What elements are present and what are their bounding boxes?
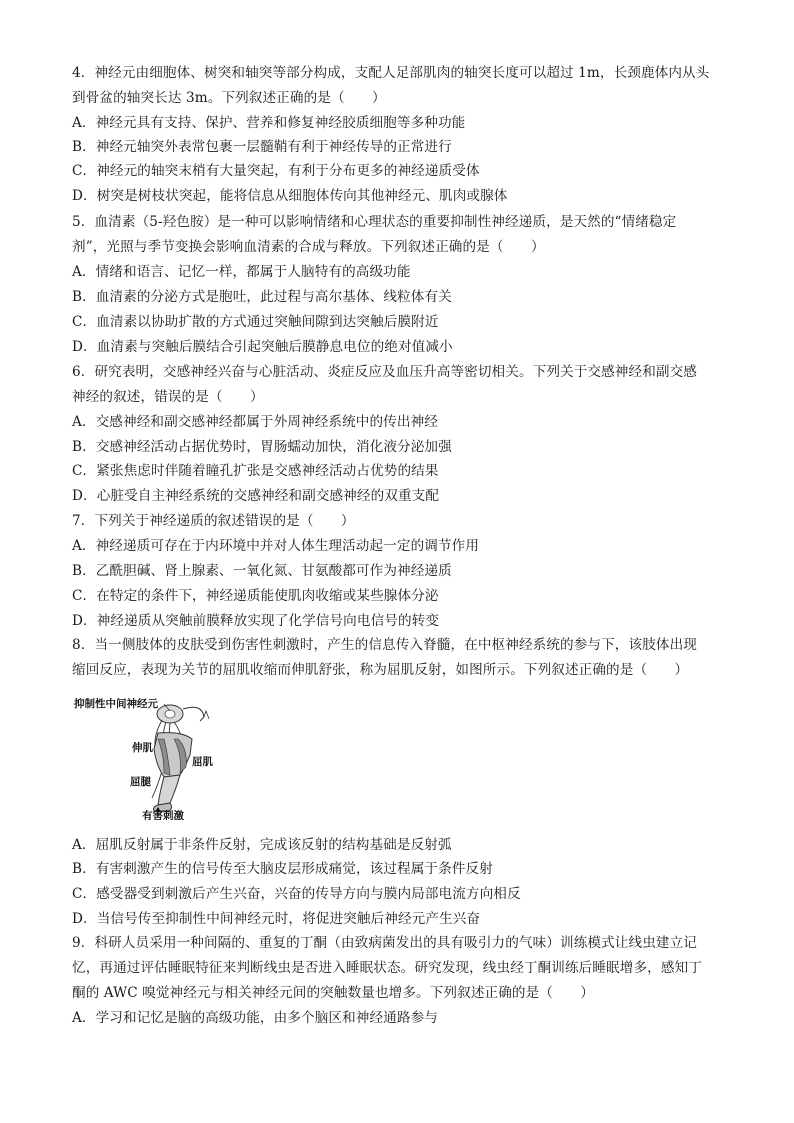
figure-label-flexor: 屈肌 — [192, 756, 213, 768]
question-7-option-b: B．乙酰胆碱、肾上腺素、一氧化氮、甘氨酸都可作为神经递质 — [72, 563, 452, 579]
question-7-stem-line-1: 7．下列关于神经递质的叙述错误的是（ ） — [72, 513, 355, 529]
figure-label-extensor: 伸肌 — [132, 742, 153, 754]
question-8-option-c: C．感受器受到刺激后产生兴奋，兴奋的传导方向与膜内局部电流方向相反 — [72, 886, 521, 902]
question-4-option-d: D．树突是树枝状突起，能将信息从细胞体传向其他神经元、肌肉或腺体 — [72, 188, 508, 204]
leg-illustration — [154, 733, 193, 811]
question-4-option-a: A．神经元具有支持、保护、营养和修复神经胶质细胞等多种功能 — [72, 115, 466, 131]
question-8-option-b: B．有害刺激产生的信号传至大脑皮层形成痛觉，该过程属于条件反射 — [72, 861, 493, 877]
question-5-option-c: C．血清素以协助扩散的方式通过突触间隙到达突触后膜附近 — [72, 314, 439, 330]
question-7-option-c: C．在特定的条件下，神经递质能使肌肉收缩或某些腺体分泌 — [72, 588, 439, 604]
question-6-option-c: C．紧张焦虑时伴随着瞳孔扩张是交感神经活动占优势的结果 — [72, 463, 439, 479]
question-6-option-d: D．心脏受自主神经系统的交感神经和副交感神经的双重支配 — [72, 488, 440, 504]
question-7-option-a: A．神经递质可存在于内环境中并对人体生理活动起一定的调节作用 — [72, 538, 480, 554]
spinal-cord-section — [157, 705, 209, 723]
question-4-stem-line-1: 4．神经元由细胞体、树突和轴突等部分构成，支配人足部肌肉的轴突长度可以超过 1m，长颈鹿体内从头 — [72, 65, 710, 81]
question-7-option-d: D．神经递质从突触前膜释放实现了化学信号向电信号的转变 — [72, 613, 440, 629]
question-4-option-c: C．神经元的轴突末梢有大量突起，有利于分布更多的神经递质受体 — [72, 163, 480, 179]
question-9-option-a: A．学习和记忆是脑的高级功能，由多个脑区和神经通路参与 — [72, 1010, 438, 1026]
figure-label-knee: 屈腿 — [130, 776, 151, 788]
question-6-option-b: B．交感神经活动占据优势时，胃肠蠕动加快，消化液分泌加强 — [72, 439, 452, 455]
question-5-option-a: A．情绪和语言、记忆一样，都属于人脑特有的高级功能 — [72, 264, 411, 280]
question-8-option-a: A．屈肌反射属于非条件反射，完成该反射的结构基础是反射弧 — [72, 837, 452, 853]
question-5-option-d: D．血清素与突触后膜结合引起突触后膜静息电位的绝对值减小 — [72, 339, 453, 355]
question-5-stem-line-2: 剂”，光照与季节变换会影响血清素的合成与释放。下列叙述正确的是（ ） — [72, 239, 545, 255]
figure-label-stimulus: 有害刺激 — [142, 810, 184, 820]
question-8-stem-line-1: 8．当一侧肢体的皮肤受到伤害性刺激时，产生的信息传入脊髓，在中枢神经系统的参与下，该肢体出现 — [72, 637, 697, 653]
figure-label-interneuron: 抑制性中间神经元 — [74, 698, 158, 710]
question-9-stem-line-1: 9．科研人员采用一种间隔的、重复的丁酮（由致病菌发出的具有吸引力的气味）训练模式让线虫建立记 — [72, 935, 697, 951]
question-8-option-d: D．当信号传至抑制性中间神经元时，将促进突触后神经元产生兴奋 — [72, 911, 481, 927]
question-6-option-a: A．交感神经和副交感神经都属于外周神经系统中的传出神经 — [72, 414, 438, 430]
question-6-stem-line-1: 6．研究表明，交感神经兴奋与心脏活动、炎症反应及血压升高等密切相关。下列关于交感神经和副交感 — [72, 364, 697, 380]
question-6-stem-line-2: 神经的叙述，错误的是（ ） — [72, 389, 264, 405]
question-5-option-b: B．血清素的分泌方式是胞吐，此过程与高尔基体、线粒体有关 — [72, 289, 452, 305]
flexor-reflex-figure — [72, 693, 238, 820]
question-9-stem-line-3: 酮的 AWC 嗅觉神经元与相关神经元间的突触数量也增多。下列叙述正确的是（ ） — [72, 985, 595, 1001]
question-9-stem-line-2: 忆，再通过评估睡眠特征来判断线虫是否进入睡眠状态。研究发现，线虫经丁酮训练后睡眠增多，感知丁 — [72, 960, 702, 976]
question-8-stem-line-2: 缩回反应，表现为关节的屈肌收缩而伸肌舒张，称为屈肌反射，如图所示。下列叙述正确的是（ ） — [72, 662, 689, 678]
question-4-stem-line-2: 到骨盆的轴突长达 3m。下列叙述正确的是（ ） — [72, 90, 386, 106]
question-4-option-b: B．神经元轴突外表常包裹一层髓鞘有利于神经传导的正常进行 — [72, 139, 452, 155]
question-5-stem-line-1: 5．血清素（5-羟色胺）是一种可以影响情绪和心理状态的重要抑制性神经递质，是天然的“情绪稳定 — [72, 214, 677, 230]
